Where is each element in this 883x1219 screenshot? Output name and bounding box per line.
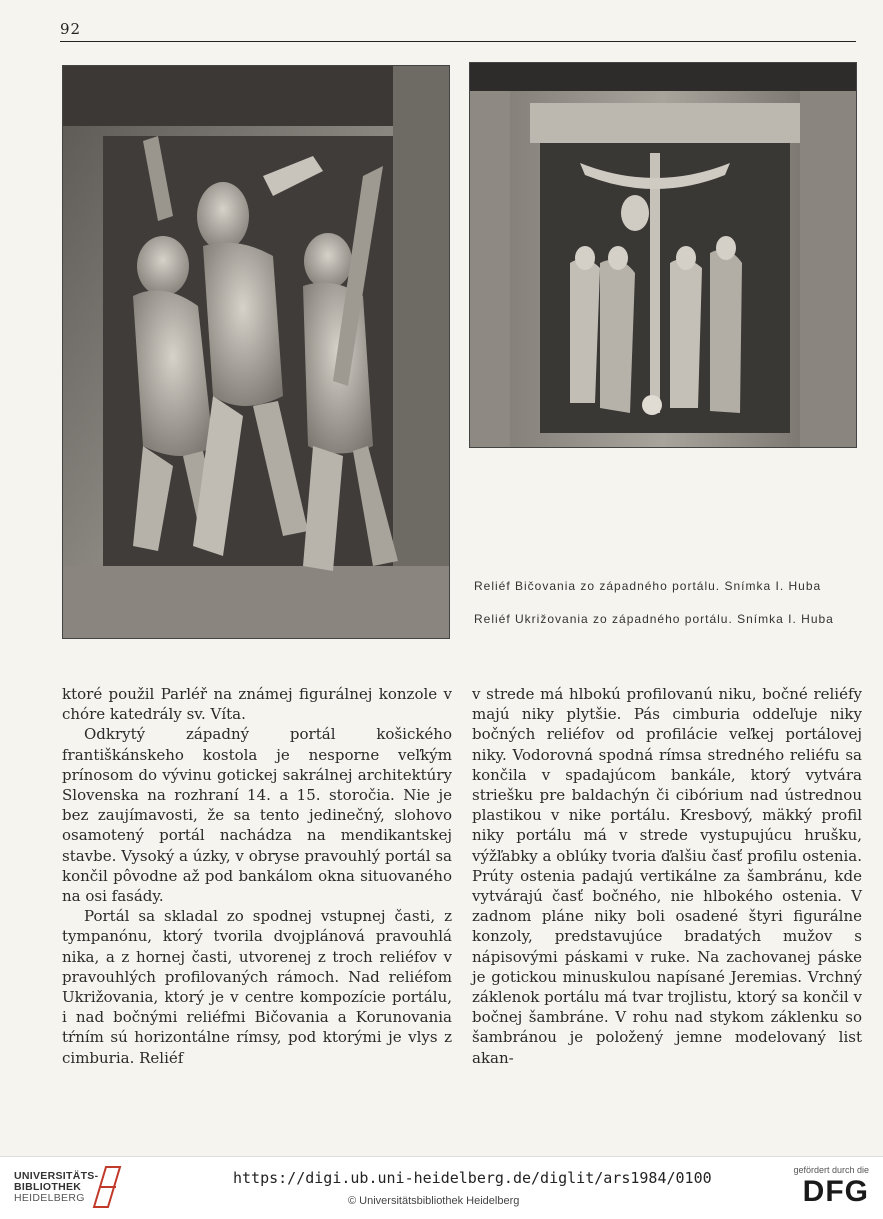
dfg-logo[interactable]: DFG <box>802 1175 869 1208</box>
funder-note: gefördert durch die <box>793 1165 869 1175</box>
logo-text-line: HEIDELBERG <box>14 1192 85 1204</box>
text-column-right <box>472 684 862 1068</box>
header-rule <box>60 41 856 42</box>
relief-crucifixion-photo <box>469 62 857 448</box>
paragraph: v strede má hlbokú profilovanú niku, bočné reliéfy majú niky plytšie. Pás cimburia oddeľuje niky bočných reliéfov od profilácie veľkej portálovej niky. Vodorovná spodná rímsa stredného reliéfu sa končila v spadajúcom bankále, ktorý vytvára striešku pre baldachýn či cibórium nad ústrednou plastikou v nike portálu. Kresbový, mäkký profil niky portálu má v strede vystupujúcu hrušku, výžľabky a oblúky tvoria ďalšiu časť profilu ostenia. Prúty ostenia padajú vertikálne za šambránu, kde vytvárajú časť bočného, nie hlbokého ostenia. V zadnom pláne niky boli osadené štyri figurálne konzoly, predstavujúce bradatých mužov s nápisovými páskami v ruke. Na zachovanej páske je gotickou minuskulou napísané Jeremias. Vrchný záklenok portálu má tvar trojlistu, ktorý sa končil v bočnej šambráne. V rohu nad stykom záklenku so šambránou je položený jemne modelovaný list akan- <box>472 685 862 1067</box>
paragraph: Odkrytý západný portál košického františkánskeho kostola je nesporne veľkým prínosom do vývinu gotickej sakrálnej architektúry Slovenska na rozhraní 14. a 15. storočia. Nie je bez zaujímavosti, že sa tento jedinečný, slohovo osamotený portál nachádza na mendikantskej stavbe. Vysoký a úzky, v obryse pravouhlý portál sa končil pôvodne až pod bankálom okna situovaného na osi fasády. <box>62 725 452 906</box>
text-column-left <box>62 684 452 1068</box>
viewer-footer <box>0 1156 883 1219</box>
logo-text-line: UNIVERSITÄTS- <box>14 1170 99 1182</box>
library-emblem-icon <box>90 1163 124 1211</box>
paragraph: ktoré použil Parléř na známej figurálnej konzole v chóre katedrály sv. Víta. <box>62 685 452 724</box>
page-number: 92 <box>60 20 82 38</box>
copyright-notice: © Universitätsbibliothek Heidelberg <box>348 1195 520 1207</box>
caption-flagellation: Reliéf Bičovania zo západného portálu. Snímka I. Huba <box>474 579 822 593</box>
caption-crucifixion: Reliéf Ukrižovania zo západného portálu. Snímka I. Huba <box>474 612 834 626</box>
relief-flagellation-photo <box>62 65 450 639</box>
page-url-link[interactable]: https://digi.ub.uni-heidelberg.de/diglit/ars1984/0100 <box>233 1169 712 1187</box>
library-logo[interactable] <box>14 1171 98 1204</box>
paragraph: Portál sa skladal zo spodnej vstupnej časti, z tympanónu, ktorý tvorila dvojplánová pravouhlá nika, a z hornej časti, utvorenej z troch reliéfov v pravouhlých profilovaných rámoch. Nad reliéfom Ukrižovania, ktorý je v centre kompozície portálu, i nad bočnými reliéfmi Bičovania a Korunovania tŕním sú horizontálne rímsy, pod ktorými je vlys z cimburia. Reliéf <box>62 907 452 1067</box>
logo-text-line: BIBLIOTHEK <box>14 1181 82 1193</box>
